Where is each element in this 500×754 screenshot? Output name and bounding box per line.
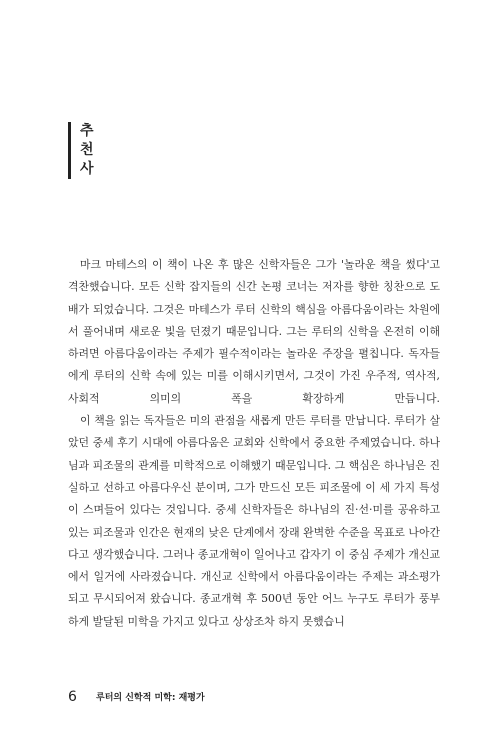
section-heading-char: 천: [80, 142, 94, 158]
page-number: 6: [68, 688, 77, 705]
running-title: 루터의 신학적 미학: 재평가: [96, 693, 205, 703]
paragraph: 마크 마테스의 이 책이 나온 후 많은 신학자들은 그가 '놀라운 책을 썼다'고 격찬했습니다. 모든 신학 잡지들의 신간 논평 코너는 저자를 향한 칭찬으로 도배가 되었습니다. 그것은 마테스가 루터 신학의 핵심을 아름다움이라는 차원에서 풀어내며 새로운 빛을 던졌기 때문입니다. 그는 루터의 신학을 온전히 이해하려면 아름다움이라는 주제가 필수적이라는 놀라운 주장을 펼칩니다. 독자들에게 루터의 신학 속에 있는 미를 이해시키면서, 그것이 가진 우주적, 역사적, 사회적 의미의 폭을 확장하게 만듭니다.: [68, 258, 440, 405]
page-footer: [68, 686, 205, 705]
section-heading-char: 사: [80, 161, 94, 177]
body-text: [68, 254, 440, 633]
paragraph: 이 책을 읽는 독자들은 미의 관점을 새롭게 만든 루터를 만납니다. 루터가 살았던 중세 후기 시대에 아름다움은 교회와 신학에서 중요한 주제였습니다. 하나님과 피조물의 관계를 미학적으로 이해했기 때문입니다. 그 핵심은 하나님은 진실하고 선하고 아름다우신 분이며, 그가 만드신 모든 피조물에 이 세 가지 특성이 스며들어 있다는 것입니다. 중세 신학자들은 하나님의 진·선·미를 공유하고 있는 피조물과 인간은 현재의 낮은 단계에서 장래 완벽한 수준을 목표로 나아간다고 생각했습니다. 그러나 종교개혁이 일어나고 갑자기 이 중심 주제가 개신교에서 일거에 사라졌습니다. 개신교 신학에서 아름다움이라는 주제는 과소평가되고 무시되어져 왔습니다. 종교개혁 후 500년 동안 어느 누구도 루터가 풍부하게 발달된 미학을 가지고 있다고 상상조차 하지 못했습니: [68, 414, 440, 628]
section-heading-char: 추: [80, 123, 94, 139]
section-heading: [68, 122, 94, 179]
